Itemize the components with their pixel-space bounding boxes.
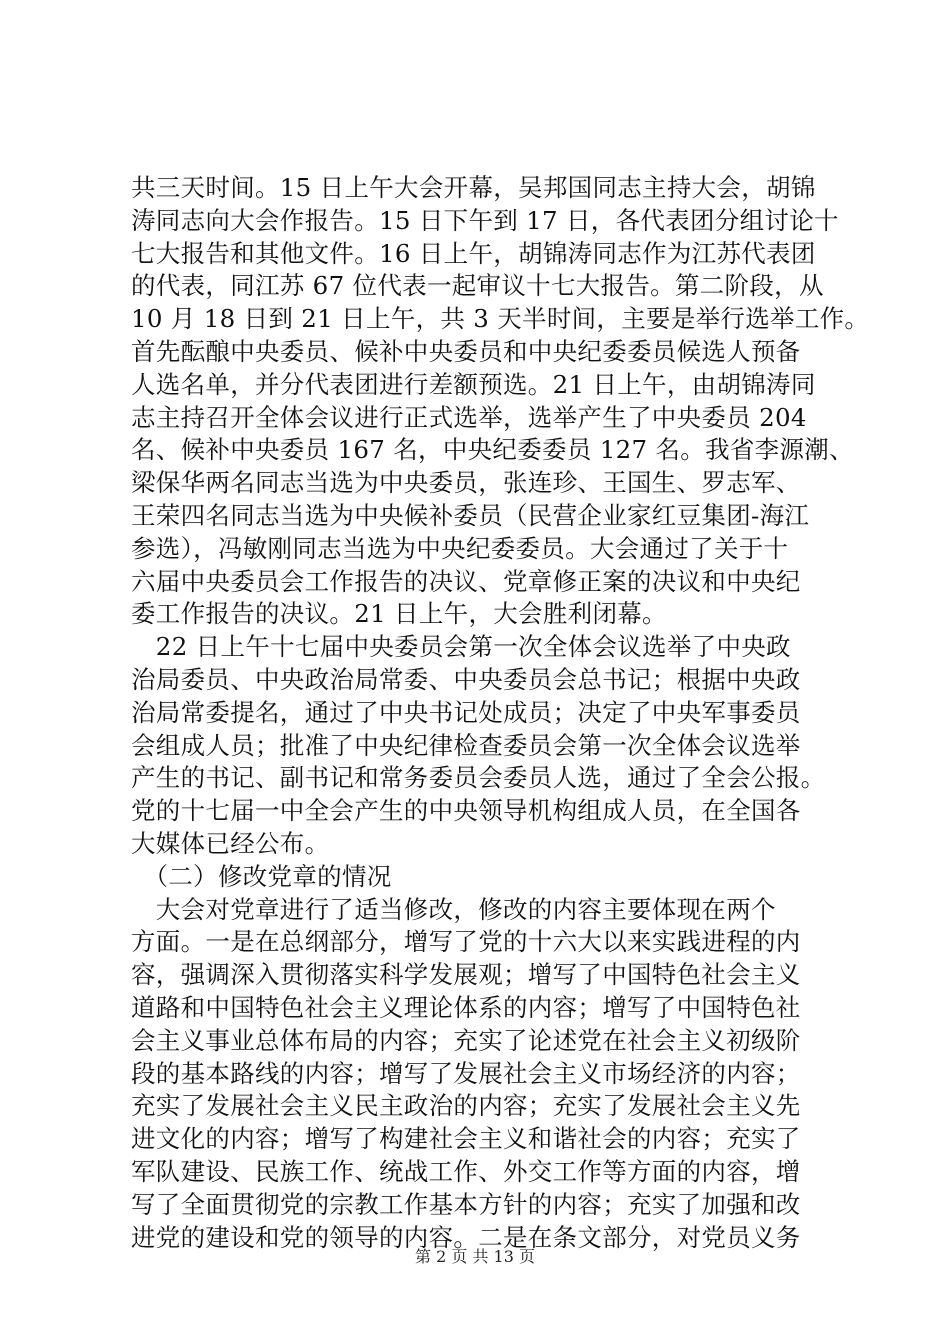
text-line: 首先酝酿中央委员、候补中央委员和中央纪委委员候选人预备: [131, 336, 801, 366]
text-line: 会主义事业总体布局的内容；充实了论述党在社会主义初级阶: [131, 1025, 801, 1055]
text-line: 大媒体已经公布。: [131, 828, 330, 858]
text-line: 的代表，同江苏 67 位代表一起审议十七大报告。第二阶段，从: [131, 271, 824, 301]
document-body: [131, 172, 870, 1254]
text-line: 参选），冯敏刚同志当选为中央纪委委员。大会通过了关于十: [131, 533, 789, 563]
text-line: 方面。一是在总纲部分，增写了党的十六大以来实践进程的内: [131, 927, 801, 957]
text-line: 梁保华两名同志当选为中央委员，张连珍、王国生、罗志军、: [131, 468, 801, 498]
text-line: 22 日上午十七届中央委员会第一次全体会议选举了中央政: [131, 632, 791, 662]
text-line: 王荣四名同志当选为中央候补委员（民营企业家红豆集团-海江: [131, 500, 810, 530]
text-line: 道路和中国特色社会主义理论体系的内容；增写了中国特色社: [131, 992, 801, 1022]
text-line: 涛同志向大会作报告。15 日下午到 17 日，各代表团分组讨论十: [131, 205, 839, 235]
text-line: 治局常委提名，通过了中央书记处成员；决定了中央军事委员: [131, 697, 801, 727]
text-line: 名、候补中央委员 167 名，中央纪委委员 127 名。我省李源潮、: [131, 435, 854, 465]
text-line: 共三天时间。15 日上午大会开幕，吴邦国同志主持大会，胡锦: [131, 173, 816, 202]
text-line: 军队建设、民族工作、统战工作、外交工作等方面的内容，增: [131, 1156, 801, 1186]
page-number-footer: 第 2 页 共 13 页: [415, 1247, 535, 1266]
text-line: 志主持召开全体会议进行正式选举，选举产生了中央委员 204: [131, 402, 807, 432]
text-line: 进文化的内容；增写了构建社会主义和谐社会的内容；充实了: [131, 1124, 801, 1154]
text-line: 七大报告和其他文件。16 日上午，胡锦涛同志作为江苏代表团: [131, 238, 816, 268]
text-line: 进党的建设和党的领导的内容。二是在条文部分，对党员义务: [131, 1222, 801, 1252]
text-line: 10 月 18 日到 21 日上午，共 3 天半时间，主要是举行选举工作。: [131, 304, 870, 334]
text-line: 会组成人员；批准了中央纪律检查委员会第一次全体会议选举: [131, 730, 801, 760]
text-line: 治局委员、中央政治局常委、中央委员会总书记；根据中央政: [131, 664, 801, 694]
text-line: 产生的书记、副书记和常务委员会委员人选，通过了全会公报。: [131, 763, 826, 793]
text-line: 容，强调深入贯彻落实科学发展观；增写了中国特色社会主义: [131, 960, 801, 990]
text-line: 委工作报告的决议。21 日上午，大会胜利闭幕。: [131, 599, 667, 629]
text-line: 大会对党章进行了适当修改，修改的内容主要体现在两个: [131, 894, 776, 924]
text-line: 段的基本路线的内容；增写了发展社会主义市场经济的内容；: [131, 1058, 801, 1088]
text-line: 充实了发展社会主义民主政治的内容；充实了发展社会主义先: [131, 1091, 801, 1121]
text-line: 人选名单，并分代表团进行差额预选。21 日上午，由胡锦涛同: [131, 369, 816, 399]
text-line: 党的十七届一中全会产生的中央领导机构组成人员，在全国各: [131, 796, 801, 826]
section-heading: （二）修改党章的情况: [131, 861, 392, 891]
text-line: 六届中央委员会工作报告的决议、党章修正案的决议和中央纪: [131, 566, 801, 596]
text-line: 写了全面贯彻党的宗教工作基本方针的内容；充实了加强和改: [131, 1189, 801, 1219]
